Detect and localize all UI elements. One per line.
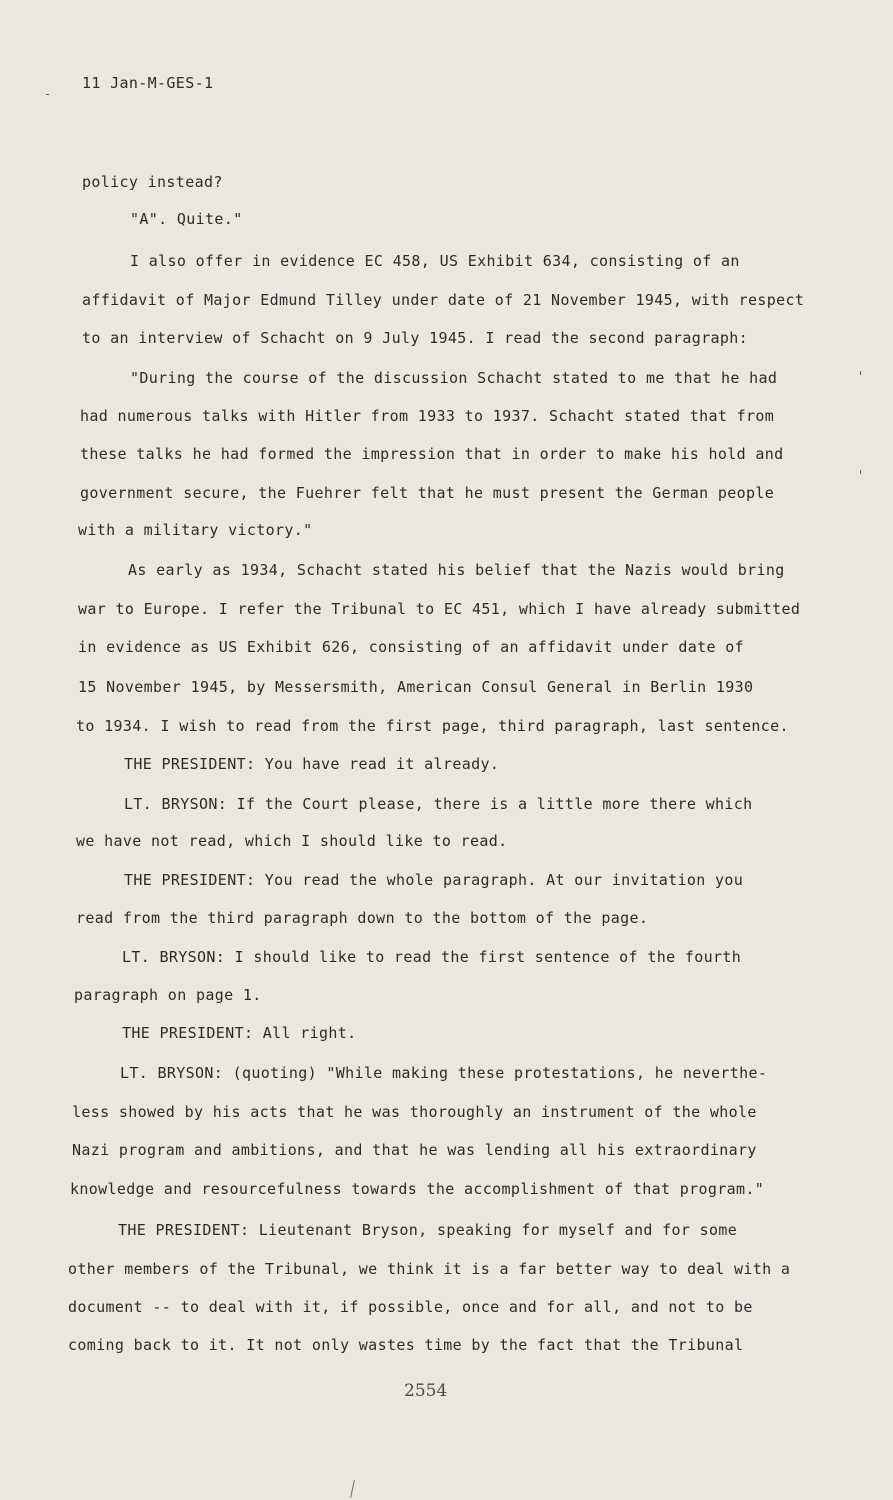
text-line: LT. BRYSON: If the Court please, there is a little more there which	[124, 795, 753, 813]
text-line: THE PRESIDENT: You read the whole paragraph. At our invitation you	[124, 871, 744, 889]
text-line: coming back to it. It not only wastes time by the fact that the Tribunal	[68, 1336, 744, 1354]
margin-mark	[860, 470, 861, 474]
text-line: these talks he had formed the impression that in order to make his hold and	[80, 445, 784, 463]
text-line: paragraph on page 1.	[74, 986, 262, 1004]
text-line: 15 November 1945, by Messersmith, American Consul General in Berlin 1930	[78, 678, 754, 696]
text-line: THE PRESIDENT: You have read it already.	[124, 755, 500, 773]
text-line: war to Europe. I refer the Tribunal to EC 451, which I have already submitted	[78, 600, 801, 618]
text-line: read from the third paragraph down to the bottom of the page.	[76, 909, 649, 927]
text-line: we have not read, which I should like to read.	[76, 832, 508, 850]
text-line: in evidence as US Exhibit 626, consisting of an affidavit under date of	[78, 638, 745, 656]
text-line: As early as 1934, Schacht stated his belief that the Nazis would bring	[128, 561, 785, 579]
text-line: Nazi program and ambitions, and that he was lending all his extraordinary	[72, 1141, 757, 1159]
text-line: less showed by his acts that he was thoroughly an instrument of the whole	[72, 1103, 757, 1121]
text-line: THE PRESIDENT: All right.	[122, 1024, 357, 1042]
text-line: policy instead?	[82, 173, 223, 191]
text-line: knowledge and resourcefulness towards the accomplishment of that program."	[70, 1180, 765, 1198]
text-line: to an interview of Schacht on 9 July 1945. I read the second paragraph:	[82, 329, 749, 347]
text-line: government secure, the Fuehrer felt that he must present the German people	[80, 484, 775, 502]
text-line: I also offer in evidence EC 458, US Exhibit 634, consisting of an	[130, 252, 740, 270]
page-number: 2554	[404, 1381, 448, 1401]
text-line: "A". Quite."	[130, 210, 243, 228]
text-line: "During the course of the discussion Schacht stated to me that he had	[130, 369, 778, 387]
document-reference: 11 Jan-M-GES-1	[82, 74, 214, 92]
margin-mark	[46, 94, 49, 95]
text-line: affidavit of Major Edmund Tilley under date of 21 November 1945, with respect	[82, 291, 805, 309]
text-line: other members of the Tribunal, we think it is a far better way to deal with a	[68, 1260, 791, 1278]
text-line: LT. BRYSON: (quoting) "While making these protestations, he neverthe-	[120, 1064, 768, 1082]
text-line: with a military victory."	[78, 521, 313, 539]
text-line: document -- to deal with it, if possible, once and for all, and not to be	[68, 1298, 753, 1316]
text-line: to 1934. I wish to read from the first page, third paragraph, last sentence.	[76, 717, 789, 735]
pencil-mark	[350, 1480, 355, 1498]
text-line: THE PRESIDENT: Lieutenant Bryson, speaking for myself and for some	[118, 1221, 738, 1239]
margin-mark	[860, 371, 861, 375]
text-line: had numerous talks with Hitler from 1933 to 1937. Schacht stated that from	[80, 407, 775, 425]
text-line: LT. BRYSON: I should like to read the first sentence of the fourth	[122, 948, 742, 966]
